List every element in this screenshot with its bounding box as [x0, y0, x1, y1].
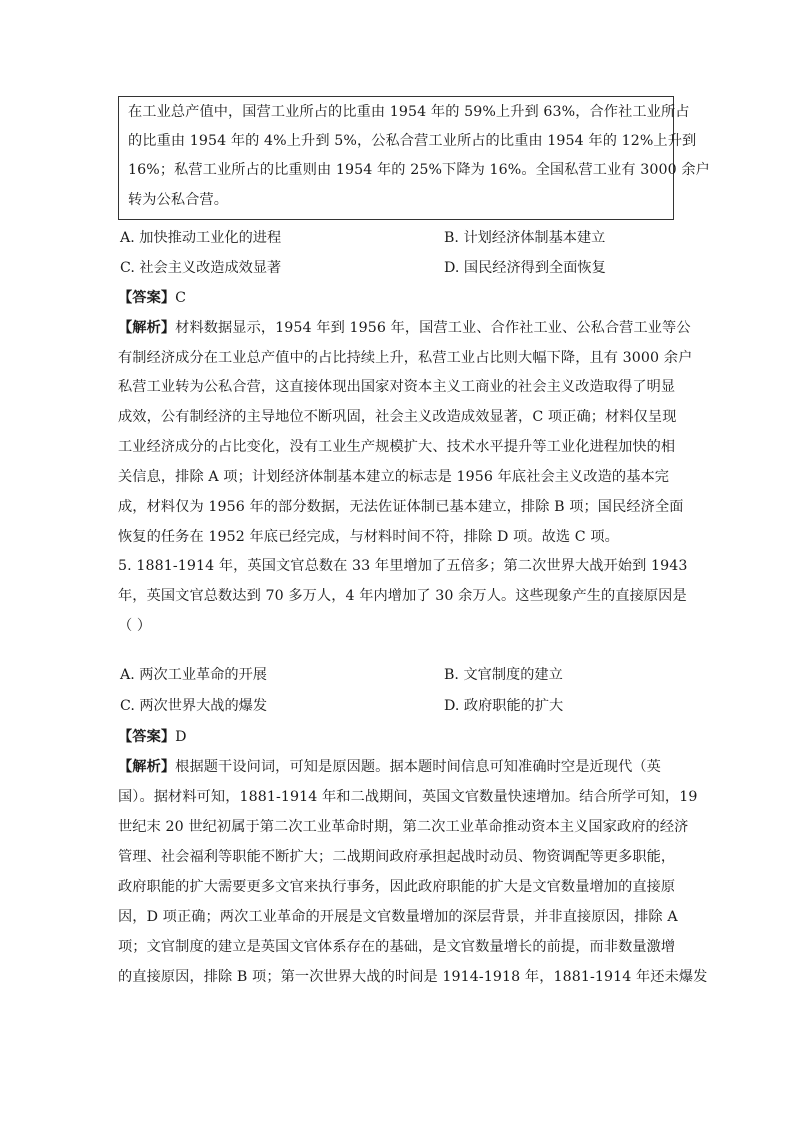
analysis-line: 恢复的任务在 1952 年底已经完成，与材料时间不符，排除 D 项。故选 C 项。	[118, 529, 619, 545]
option-b: B. 文官制度的建立	[444, 667, 563, 683]
analysis-line	[118, 318, 691, 338]
analysis-line: 因，D 项正确；两次工业革命的开展是文官数量增加的深层背景，并非直接原因，排除 A	[118, 909, 678, 925]
analysis-line: 成，材料仅为 1956 年的部分数据，无法佐证体制已基本建立，排除 B 项；国民经济全面	[118, 499, 684, 515]
question-stem: （ ）	[118, 618, 152, 634]
option-a: A. 加快推动工业化的进程	[120, 230, 282, 246]
analysis-tag: 【解析】	[118, 759, 176, 775]
analysis-line: 关信息，排除 A 项；计划经济体制基本建立的标志是 1956 年底社会主义改造的基本完	[118, 469, 670, 485]
answer-tag: 【答案】	[118, 729, 176, 745]
analysis-text: 根据题干设问词，可知是原因题。据本题时间信息可知准确时空是近现代（英	[175, 759, 661, 775]
answer-value: C	[175, 290, 187, 306]
answer-line	[118, 288, 186, 308]
option-b: B. 计划经济体制基本建立	[444, 230, 606, 246]
material-line: 16%；私营工业所占的比重则由 1954 年的 25%下降为 16%。全国私营工业有 3000 余户	[128, 162, 710, 178]
analysis-line: 成效，公有制经济的主导地位不断巩固，社会主义改造成效显著，C 项正确；材料仅呈现	[118, 409, 677, 425]
material-line: 转为公私合营。	[128, 192, 229, 208]
analysis-line	[118, 757, 661, 777]
material-box	[118, 96, 710, 220]
answer-line	[118, 727, 187, 747]
option-c: C. 社会主义改造成效显著	[120, 260, 282, 276]
material-line: 在工业总产值中，国营工业所占的比重由 1954 年的 59%上升到 63%，合作社工业所占	[128, 104, 690, 120]
analysis-line: 管理、社会福利等职能不断扩大；二战期间政府承担起战时动员、物资调配等更多职能，	[118, 849, 676, 865]
analysis-line: 项；文官制度的建立是英国文官体系存在的基础，是文官数量增长的前提，而非数量激增	[118, 939, 676, 955]
analysis-line: 的直接原因，排除 B 项；第一次世界大战的时间是 1914-1918 年，1881-1914 年还未爆发	[118, 969, 708, 985]
analysis-tag: 【解析】	[118, 320, 176, 336]
question-stem: 年，英国文官总数达到 70 多万人，4 年内增加了 30 余万人。这些现象产生的直接原因是	[118, 588, 687, 604]
analysis-line: 国）。据材料可知，1881-1914 年和二战期间，英国文官数量快速增加。结合所学可知，19	[118, 789, 698, 805]
analysis-line: 有制经济成分在工业总产值中的占比持续上升，私营工业占比则大幅下降，且有 3000 余户	[118, 350, 693, 366]
analysis-line: 私营工业转为公私合营，这直接体现出国家对资本主义工商业的社会主义改造取得了明显	[118, 379, 676, 395]
answer-value: D	[175, 729, 187, 745]
question-stem: 5. 1881-1914 年，英国文官总数在 33 年里增加了五倍多；第二次世界大战开始到 1943	[118, 558, 688, 574]
material-line: 的比重由 1954 年的 4%上升到 5%，公私合营工业所占的比重由 1954 年的 12%上升到	[128, 133, 697, 149]
option-d: D. 国民经济得到全面恢复	[444, 260, 606, 276]
option-d: D. 政府职能的扩大	[444, 698, 564, 714]
analysis-text: 材料数据显示，1954 年到 1956 年，国营工业、合作社工业、公私合营工业等公	[175, 320, 691, 336]
analysis-line: 世纪末 20 世纪初属于第二次工业革命时期，第二次工业革命推动资本主义国家政府的经济	[118, 819, 689, 835]
option-a: A. 两次工业革命的开展	[120, 667, 267, 683]
option-c: C. 两次世界大战的爆发	[120, 698, 268, 714]
answer-tag: 【答案】	[118, 290, 176, 306]
analysis-line: 政府职能的扩大需要更多文官来执行事务，因此政府职能的扩大是文官数量增加的直接原	[118, 879, 676, 895]
analysis-line: 工业经济成分的占比变化，没有工业生产规模扩大、技术水平提升等工业化进程加快的相	[118, 439, 676, 455]
